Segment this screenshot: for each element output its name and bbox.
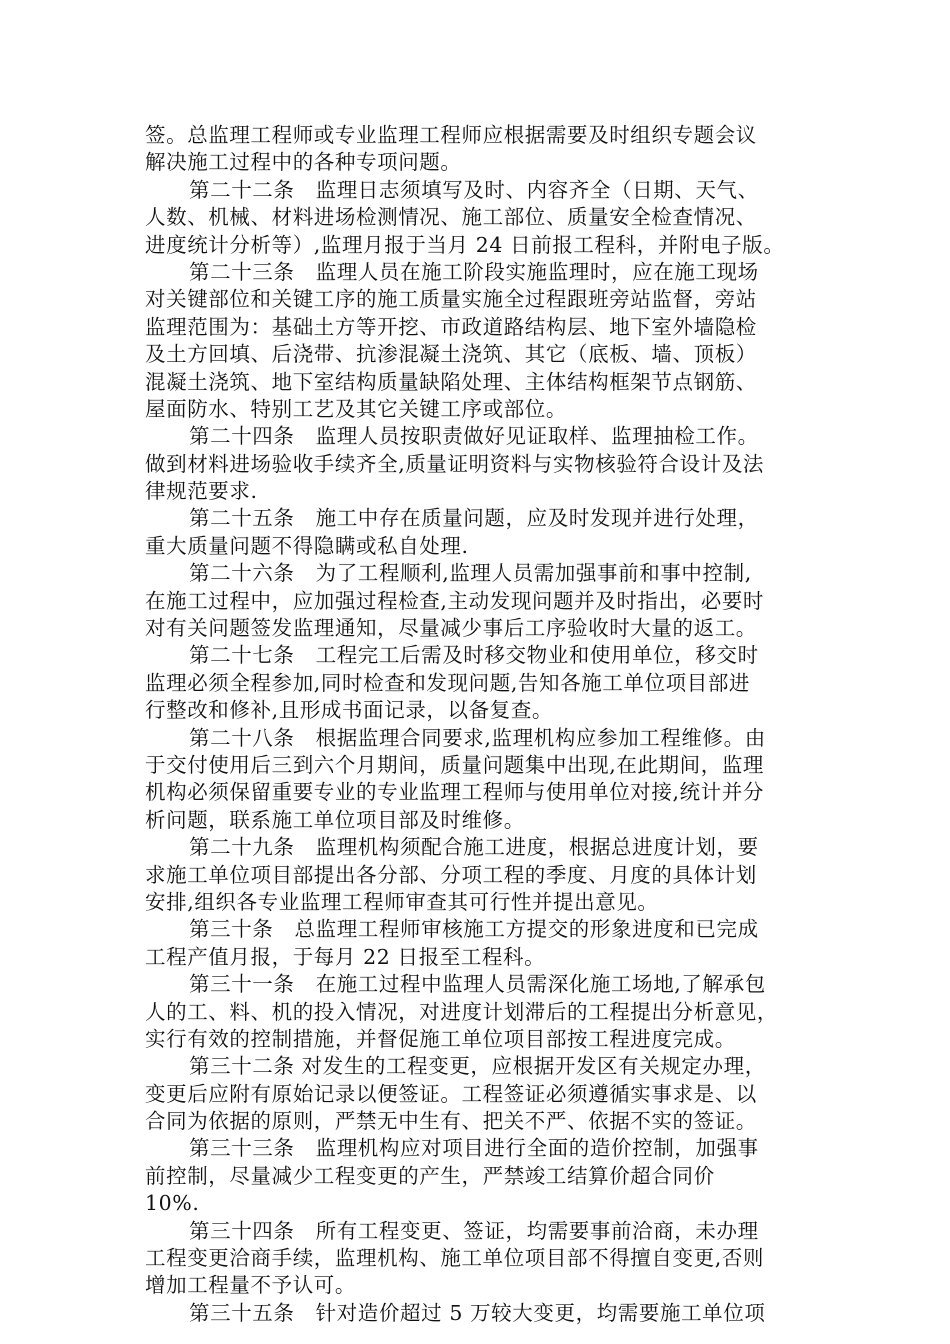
text-line: 安排,组织各专业监理工程师审查其可行性并提出意见。: [145, 889, 659, 914]
article-first-line: 第二十四条 监理人员按职责做好见证取样、监理抽检工作。: [189, 424, 759, 449]
article-first-line: 第三十三条 监理机构应对项目进行全面的造价控制，加强事: [189, 1136, 759, 1161]
article-first-line: 第二十二条 监理日志须填写及时、内容齐全（日期、天气、: [189, 177, 759, 202]
text-line: 及土方回填、后浇带、抗渗混凝土浇筑、其它（底板、墙、顶板）: [145, 342, 757, 367]
text-line: 机构必须保留重要专业的专业监理工程师与使用单位对接,统计并分: [145, 780, 765, 805]
text-line: 析问题，联系施工单位项目部及时维修。: [145, 807, 525, 832]
text-line: 求施工单位项目部提出各分部、分项工程的季度、月度的具体计划: [145, 862, 757, 887]
article-first-line: 第二十八条 根据监理合同要求,监理机构应参加工程维修。由: [189, 725, 766, 750]
article-first-line: 第二十九条 监理机构须配合施工进度，根据总进度计划，要: [189, 835, 759, 860]
article-first-line: 第三十五条 针对造价超过 5 万较大变更，均需要施工单位项: [189, 1300, 766, 1325]
article-first-line: 第二十三条 监理人员在施工阶段实施监理时，应在施工现场: [189, 259, 759, 284]
text-line: 合同为依据的原则，严禁无中生有、把关不严、依据不实的签证。: [145, 1109, 757, 1134]
text-line: 前控制，尽量减少工程变更的产生，严禁竣工结算价超合同价: [145, 1163, 715, 1188]
text-line: 10%.: [145, 1191, 200, 1216]
text-line: 进度统计分析等）,监理月报于当月 24 日前报工程科，并附电子版。: [145, 232, 785, 257]
text-line: 律规范要求.: [145, 479, 258, 504]
text-line: 监理必须全程参加,同时检查和发现问题,告知各施工单位项目部进: [145, 670, 751, 695]
article-first-line: 第二十六条 为了工程顺利,监理人员需加强事前和事中控制,: [189, 561, 752, 586]
article-first-line: 第二十七条 工程完工后需及时移交物业和使用单位，移交时: [189, 643, 759, 668]
text-line: 于交付使用后三到六个月期间，质量问题集中出现,在此期间，监理: [145, 752, 765, 777]
text-line: 工程变更洽商手续，监理机构、施工单位项目部不得擅自变更,否则: [145, 1246, 765, 1271]
text-line: 监理范围为：基础土方等开挖、市政道路结构层、地下室外墙隐检: [145, 314, 757, 339]
document-body-text: [145, 122, 810, 1327]
text-line: 对关键部位和关键工序的施工质量实施全过程跟班旁站监督，旁站: [145, 287, 757, 312]
text-line: 对有关问题签发监理通知，尽量减少事后工序验收时大量的返工。: [145, 616, 757, 641]
article-first-line: 第三十二条 对发生的工程变更，应根据开发区有关规定办理，: [189, 1054, 766, 1079]
text-line: 增加工程量不予认可。: [145, 1273, 356, 1298]
text-line: 实行有效的控制措施，并督促施工单位项目部按工程进度完成。: [145, 1026, 736, 1051]
article-first-line: 第二十五条 施工中存在质量问题，应及时发现并进行处理，: [189, 506, 759, 531]
text-line: 做到材料进场验收手续齐全,质量证明资料与实物核验符合设计及法: [145, 451, 765, 476]
text-line: 屋面防水、特别工艺及其它关键工序或部位。: [145, 396, 567, 421]
text-line: 重大质量问题不得隐瞒或私自处理.: [145, 533, 469, 558]
text-line: 解决施工过程中的各种专项问题。: [145, 150, 462, 175]
text-line: 人的工、料、机的投入情况，对进度计划滞后的工程提出分析意见，: [145, 999, 778, 1024]
article-first-line: 第三十一条 在施工过程中监理人员需深化施工场地,了解承包: [189, 972, 766, 997]
text-line: 签。总监理工程师或专业监理工程师应根据需要及时组织专题会议: [145, 123, 757, 147]
article-first-line: 第三十四条 所有工程变更、签证，均需要事前洽商，未办理: [189, 1218, 759, 1243]
text-line: 在施工过程中，应加强过程检查,主动发现问题并及时指出，必要时: [145, 588, 765, 613]
text-line: 混凝土浇筑、地下室结构质量缺陷处理、主体结构框架节点钢筋、: [145, 369, 757, 394]
text-line: 工程产值月报，于每月 22 日报至工程科。: [145, 944, 546, 969]
text-line: 人数、机械、材料进场检测情况、施工部位、质量安全检查情况、: [145, 205, 757, 230]
article-first-line: 第三十条 总监理工程师审核施工方提交的形象进度和已完成: [189, 917, 759, 942]
text-line: 变更后应附有原始记录以便签证。工程签证必须遵循实事求是、以: [145, 1081, 757, 1106]
text-line: 行整改和修补,且形成书面记录，以备复查。: [145, 698, 554, 723]
